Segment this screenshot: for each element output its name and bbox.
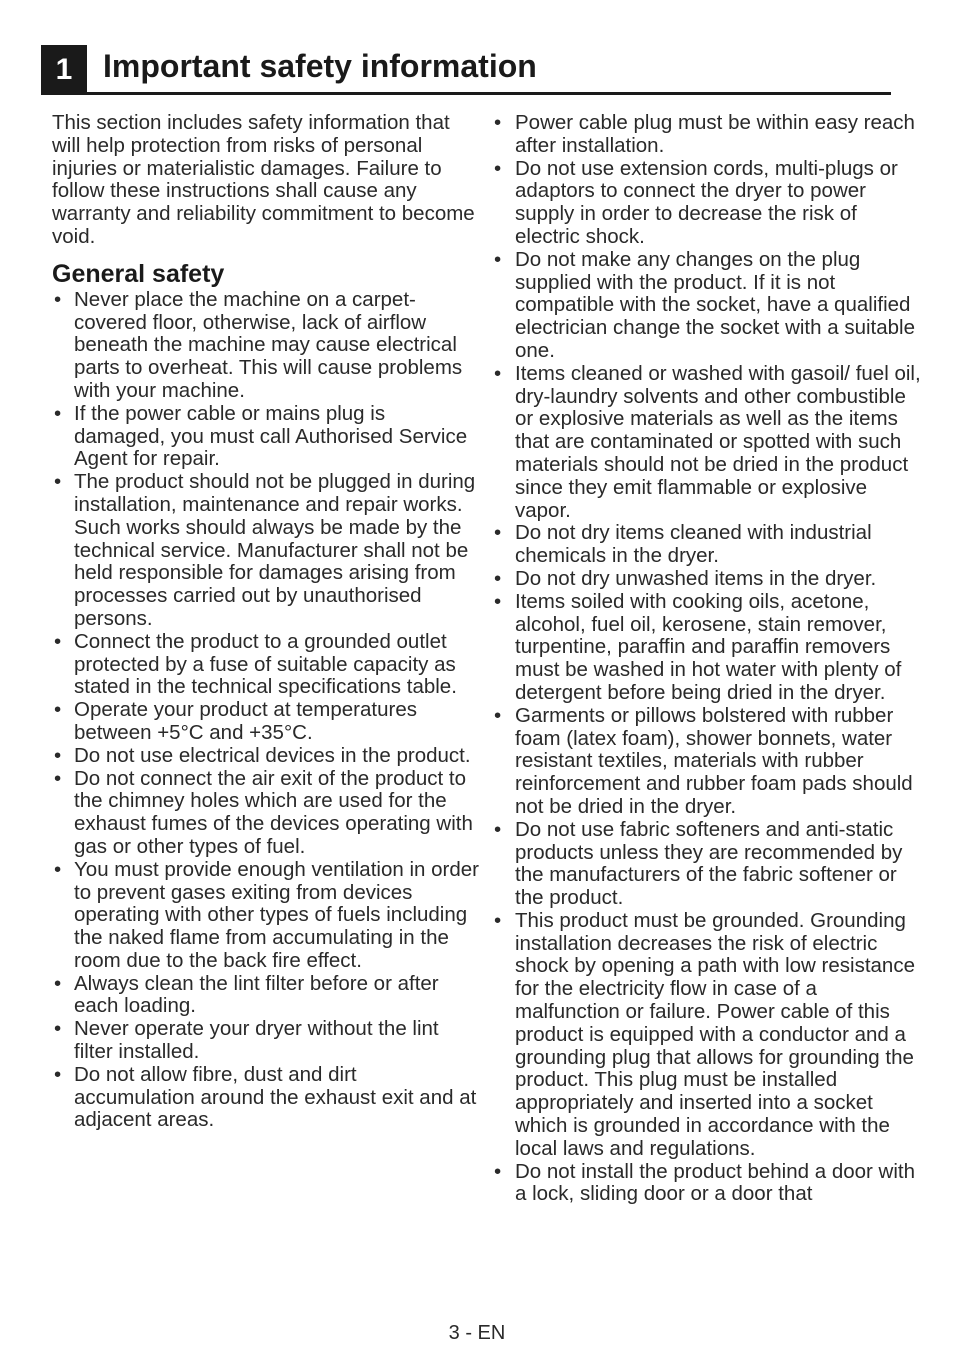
bullet-icon: • xyxy=(494,589,502,613)
bullet-icon: • xyxy=(54,766,62,790)
list-item: • Do not connect the air exit of the product to the chimney holes which are used for the exhaust fumes of the devices operating with gas or other types of fuel. xyxy=(54,766,473,858)
list-item: • You must provide enough ventilation in order to prevent gases exiting from devices operating with other types of fuels including the naked flame from accumulating in the room due to the back fire effect. xyxy=(54,857,479,972)
bullet-icon: • xyxy=(494,361,502,385)
list-item: • Connect the product to a grounded outlet protected by a fuse of suitable capacity as stated in the technical specifications table. xyxy=(54,629,457,699)
bullet-icon: • xyxy=(494,156,502,180)
bullet-icon: • xyxy=(54,401,62,425)
left-column xyxy=(52,112,480,1132)
list-item: • Power cable plug must be within easy reach after installation. xyxy=(494,111,915,157)
right-column xyxy=(492,112,924,1206)
list-item: • Items cleaned or washed with gasoil/ fuel oil, dry-laundry solvents and other combustible or explosive materials as well as the items that are contaminated or spotted with such materials should not be dried in the product since they emit flammable or explosive vapor. xyxy=(494,361,921,522)
general-safety-heading: General safety xyxy=(52,259,225,288)
bullet-icon: • xyxy=(54,470,62,494)
list-item: • The product should not be plugged in during installation, maintenance and repair works. Such works should always be made by the technical service. Manufacturer shall not be held responsible for damages arising from processes carried out by unauthorised persons. xyxy=(54,470,476,630)
bullet-icon: • xyxy=(494,817,502,841)
bullet-icon: • xyxy=(54,287,62,311)
bullet-icon: • xyxy=(54,698,62,722)
bullet-icon: • xyxy=(54,629,62,653)
list-item: • Do not use fabric softeners and anti-static products unless they are recommended by the manufacturers of the fabric softener or the product. xyxy=(494,817,903,910)
bullet-icon: • xyxy=(494,566,502,590)
bullet-icon: • xyxy=(494,521,502,545)
list-item: • This product must be grounded. Grounding installation decreases the risk of electric shock by opening a path with low resistance for the electricity flow in case of a malfunction or failure. Power cable of this product is equipped with a conductor and a grounding plug that allows for grounding the product. This plug must be installed appropriately and inserted into a socket which is grounded in accordance with the local laws and regulations. xyxy=(494,908,915,1160)
section-number: 1 xyxy=(41,45,87,95)
page-number: 3 - EN xyxy=(448,1322,506,1344)
list-item: • Garments or pillows bolstered with rubber foam (latex foam), shower bonnets, water resistant textiles, materials with rubber reinforcement and rubber foam pads should not be dried in the dryer. xyxy=(494,703,913,818)
bullet-icon: • xyxy=(494,111,502,134)
list-item: • Do not use electrical devices in the product. xyxy=(54,743,471,767)
list-item: • Never operate your dryer without the lint filter installed. xyxy=(54,1017,439,1064)
bullet-icon: • xyxy=(494,703,502,727)
list-item: • Always clean the lint filter before or after each loading. xyxy=(54,971,439,1018)
bullet-icon: • xyxy=(54,971,62,995)
list-item: • Do not use extension cords, multi-plugs or adaptors to connect the dryer to power supply in order to decrease the risk of electric shock. xyxy=(494,156,898,248)
list-item: • Items soiled with cooking oils, acetone, alcohol, fuel oil, kerosene, stain remover, turpentine, paraffin and paraffin removers must be washed in hot water with plenty of detergent before being dried in the dryer. xyxy=(494,589,902,704)
list-item: • Do not allow fibre, dust and dirt accumulation around the exhaust exit and at adjacent areas. xyxy=(54,1062,477,1132)
list-item: • Do not dry unwashed items in the dryer. xyxy=(494,566,877,590)
list-item: • Operate your product at temperatures between +5°C and +35°C. xyxy=(54,698,417,744)
section-title: Important safety information xyxy=(103,48,537,84)
bullet-icon: • xyxy=(54,743,62,767)
section-header xyxy=(41,45,891,95)
list-item: • Do not dry items cleaned with industrial chemicals in the dryer. xyxy=(494,521,872,568)
bullet-icon: • xyxy=(54,857,62,881)
bullet-icon: • xyxy=(494,1159,502,1183)
bullet-icon: • xyxy=(494,908,502,932)
list-item: • Never place the machine on a carpet-covered floor, otherwise, lack of airflow beneath the machine may cause electrical parts to overheat. This will cause problems with your machine. xyxy=(54,287,463,402)
bullet-icon: • xyxy=(54,1017,62,1041)
left-bullet-list xyxy=(52,289,480,1132)
list-item: • Do not make any changes on the plug supplied with the product. If it is not compatible with the socket, have a qualified electrician change the socket with a suitable one. xyxy=(494,247,915,362)
bullet-icon: • xyxy=(494,247,502,271)
right-bullet-list xyxy=(492,112,924,1206)
bullet-icon: • xyxy=(54,1062,62,1086)
intro-paragraph: This section includes safety information that will help protection from risks of personal injuries or materialistic damages. Failure to follow these instructions shall cause any warranty and reliability commitment to become void. xyxy=(52,111,475,248)
header-rule xyxy=(41,92,891,95)
list-item: • Do not install the product behind a door with a lock, sliding door or a door that xyxy=(494,1159,916,1206)
list-item: • If the power cable or mains plug is damaged, you must call Authorised Service Agent for repair. xyxy=(54,401,468,471)
